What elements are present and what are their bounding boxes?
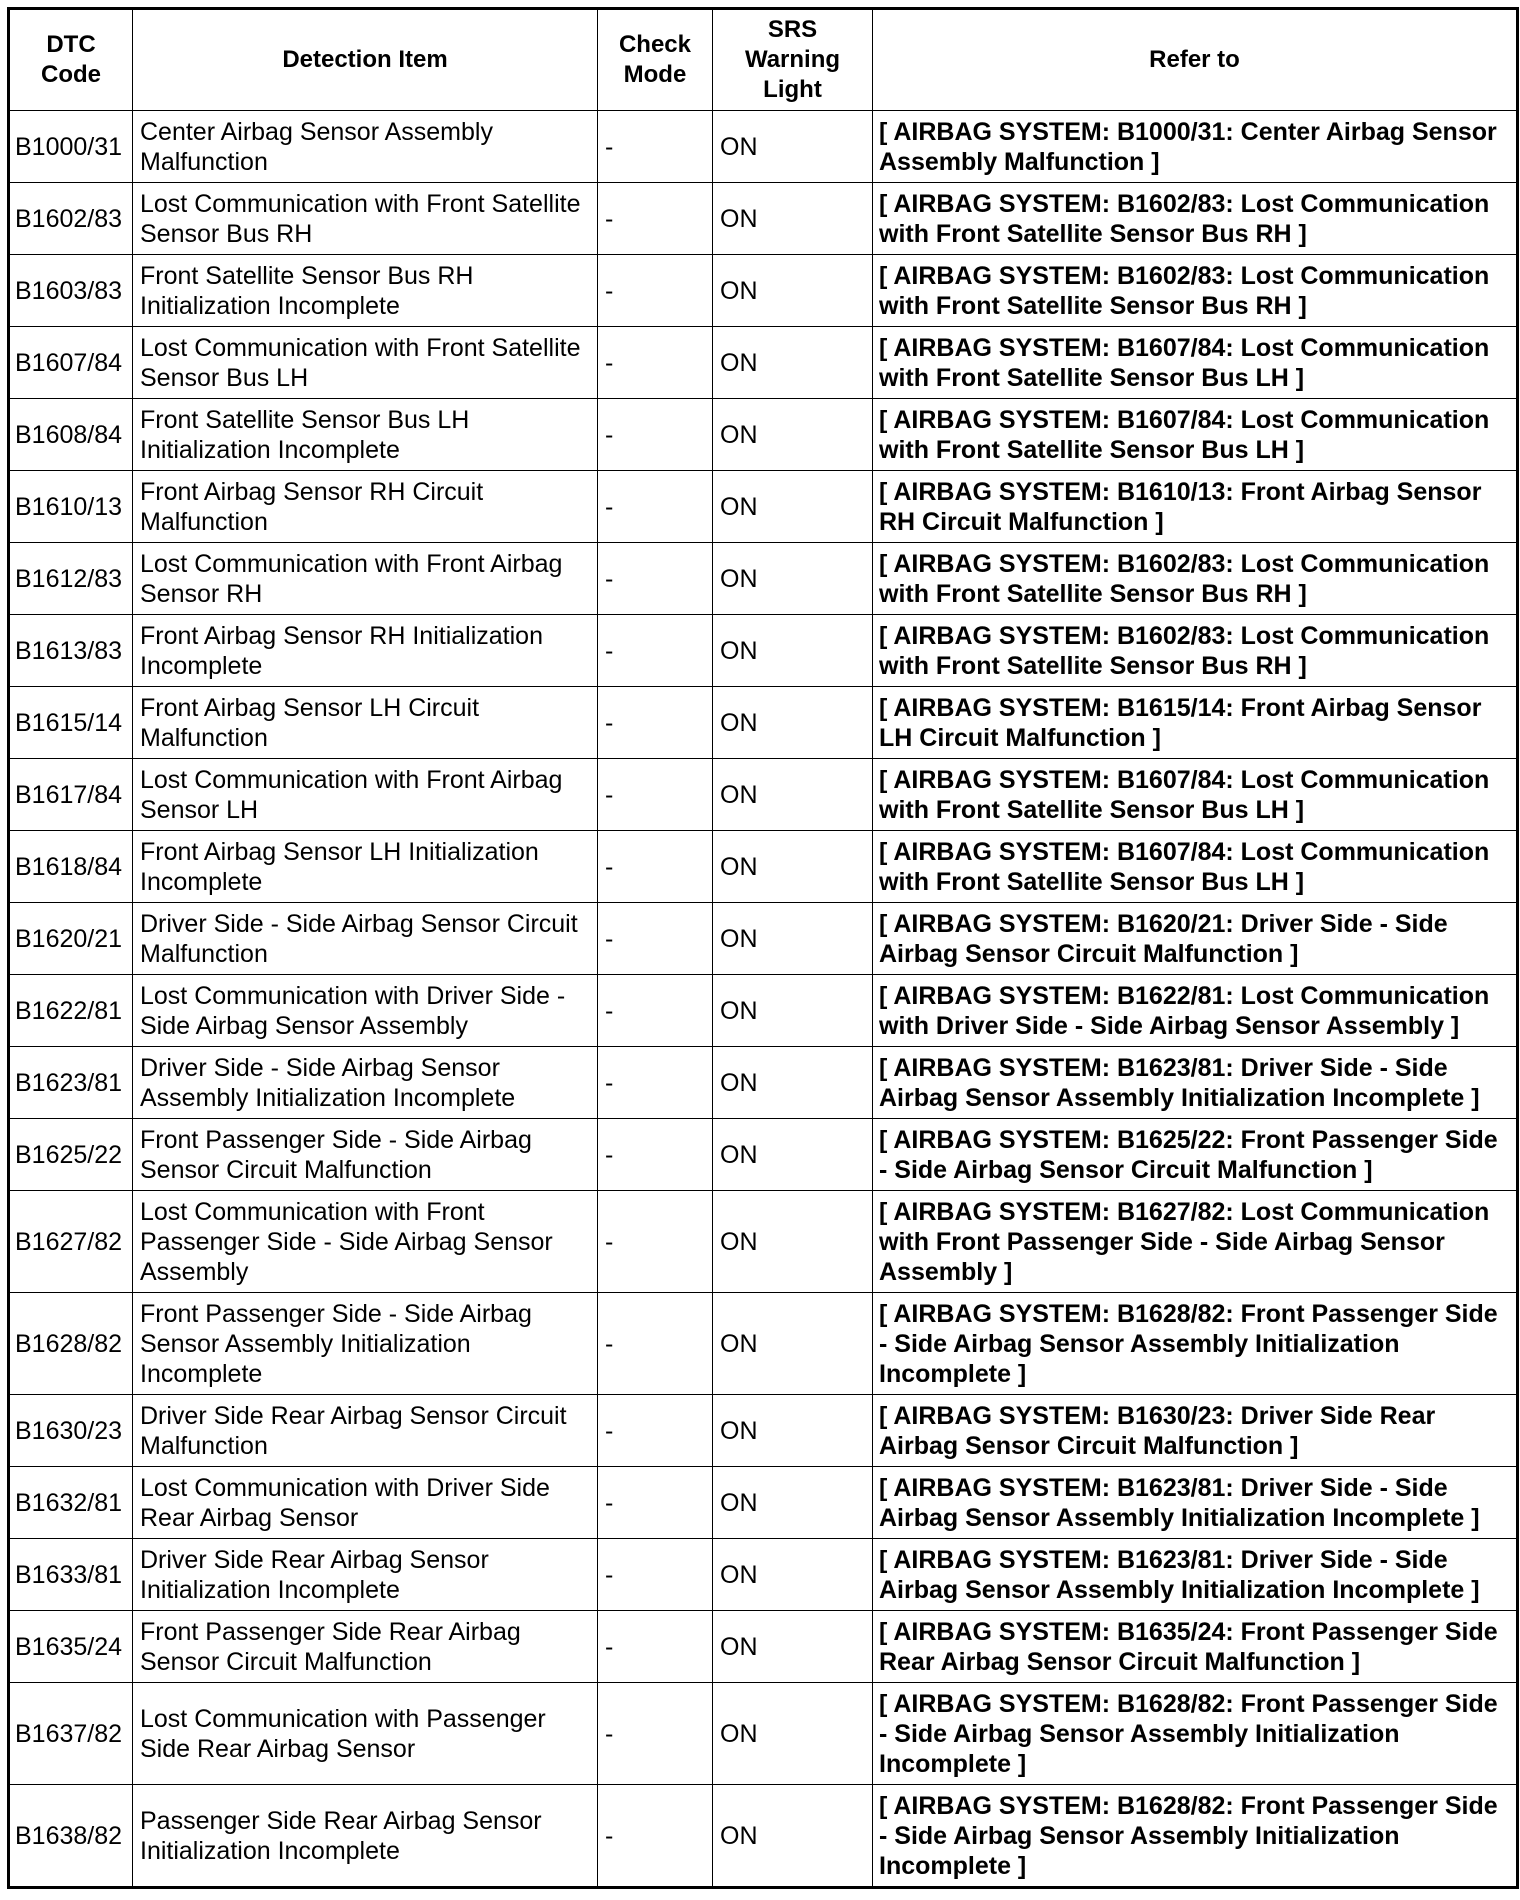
detection-item-cell: Lost Communication with Front Airbag Sensor LH [133, 759, 598, 831]
srs-warning-light-cell: ON [713, 1293, 873, 1395]
dtc-code-cell: B1602/83 [9, 183, 133, 255]
check-mode-cell: - [598, 183, 713, 255]
check-mode-cell: - [598, 1611, 713, 1683]
srs-warning-light-cell: ON [713, 1683, 873, 1785]
check-mode-cell: - [598, 903, 713, 975]
detection-item-cell: Front Passenger Side - Side Airbag Sensor Assembly Initialization Incomplete [133, 1293, 598, 1395]
srs-warning-light-cell: ON [713, 1467, 873, 1539]
srs-warning-light-cell: ON [713, 1611, 873, 1683]
detection-item-cell: Driver Side - Side Airbag Sensor Circuit Malfunction [133, 903, 598, 975]
check-mode-cell: - [598, 1191, 713, 1293]
check-mode-cell: - [598, 615, 713, 687]
refer-to-link[interactable]: [ AIRBAG SYSTEM: B1628/82: Front Passenger Side - Side Airbag Sensor Assembly Initialization Incomplete ] [873, 1293, 1518, 1395]
detection-item-cell: Front Passenger Side - Side Airbag Sensor Circuit Malfunction [133, 1119, 598, 1191]
refer-to-link[interactable]: [ AIRBAG SYSTEM: B1628/82: Front Passenger Side - Side Airbag Sensor Assembly Initialization Incomplete ] [873, 1785, 1518, 1888]
detection-item-cell: Passenger Side Rear Airbag Sensor Initialization Incomplete [133, 1785, 598, 1888]
table-row [9, 1539, 1518, 1611]
detection-item-cell: Front Passenger Side Rear Airbag Sensor Circuit Malfunction [133, 1611, 598, 1683]
check-mode-cell: - [598, 1785, 713, 1888]
detection-item-cell: Driver Side Rear Airbag Sensor Initialization Incomplete [133, 1539, 598, 1611]
refer-to-link[interactable]: [ AIRBAG SYSTEM: B1623/81: Driver Side - Side Airbag Sensor Assembly Initialization Incomplete ] [873, 1467, 1518, 1539]
table-row [9, 687, 1518, 759]
srs-warning-light-cell: ON [713, 543, 873, 615]
table-row [9, 759, 1518, 831]
check-mode-cell: - [598, 327, 713, 399]
dtc-code-cell: B1615/14 [9, 687, 133, 759]
refer-to-link[interactable]: [ AIRBAG SYSTEM: B1602/83: Lost Communication with Front Satellite Sensor Bus RH ] [873, 255, 1518, 327]
detection-item-cell: Lost Communication with Driver Side - Side Airbag Sensor Assembly [133, 975, 598, 1047]
srs-warning-light-cell: ON [713, 255, 873, 327]
dtc-code-cell: B1638/82 [9, 1785, 133, 1888]
detection-item-cell: Front Satellite Sensor Bus LH Initialization Incomplete [133, 399, 598, 471]
dtc-code-cell: B1622/81 [9, 975, 133, 1047]
refer-to-link[interactable]: [ AIRBAG SYSTEM: B1607/84: Lost Communication with Front Satellite Sensor Bus LH ] [873, 399, 1518, 471]
table-row [9, 327, 1518, 399]
detection-item-cell: Front Airbag Sensor LH Initialization Incomplete [133, 831, 598, 903]
srs-warning-light-cell: ON [713, 183, 873, 255]
srs-warning-light-cell: ON [713, 471, 873, 543]
refer-to-link[interactable]: [ AIRBAG SYSTEM: B1623/81: Driver Side - Side Airbag Sensor Assembly Initialization Incomplete ] [873, 1539, 1518, 1611]
srs-warning-light-cell: ON [713, 327, 873, 399]
table-row [9, 1119, 1518, 1191]
dtc-code-cell: B1627/82 [9, 1191, 133, 1293]
refer-to-link[interactable]: [ AIRBAG SYSTEM: B1635/24: Front Passenger Side Rear Airbag Sensor Circuit Malfunction ] [873, 1611, 1518, 1683]
detection-item-cell: Center Airbag Sensor Assembly Malfunction [133, 111, 598, 183]
detection-item-cell: Lost Communication with Front Satellite Sensor Bus RH [133, 183, 598, 255]
dtc-code-cell: B1607/84 [9, 327, 133, 399]
check-mode-cell: - [598, 831, 713, 903]
dtc-code-cell: B1610/13 [9, 471, 133, 543]
table-row [9, 1611, 1518, 1683]
table-row [9, 1683, 1518, 1785]
srs-warning-light-cell: ON [713, 831, 873, 903]
refer-to-link[interactable]: [ AIRBAG SYSTEM: B1602/83: Lost Communication with Front Satellite Sensor Bus RH ] [873, 615, 1518, 687]
table-row [9, 1293, 1518, 1395]
check-mode-cell: - [598, 1395, 713, 1467]
table-row [9, 255, 1518, 327]
table-row [9, 471, 1518, 543]
dtc-code-cell: B1625/22 [9, 1119, 133, 1191]
table-header-row [9, 9, 1518, 111]
table-row [9, 831, 1518, 903]
detection-item-cell: Lost Communication with Front Airbag Sensor RH [133, 543, 598, 615]
refer-to-link[interactable]: [ AIRBAG SYSTEM: B1607/84: Lost Communication with Front Satellite Sensor Bus LH ] [873, 831, 1518, 903]
table-row [9, 1467, 1518, 1539]
refer-to-link[interactable]: [ AIRBAG SYSTEM: B1625/22: Front Passenger Side - Side Airbag Sensor Circuit Malfunction ] [873, 1119, 1518, 1191]
dtc-code-cell: B1618/84 [9, 831, 133, 903]
dtc-code-cell: B1637/82 [9, 1683, 133, 1785]
detection-item-cell: Lost Communication with Driver Side Rear Airbag Sensor [133, 1467, 598, 1539]
table-row [9, 399, 1518, 471]
dtc-code-cell: B1620/21 [9, 903, 133, 975]
detection-item-cell: Lost Communication with Front Satellite Sensor Bus LH [133, 327, 598, 399]
dtc-code-cell: B1603/83 [9, 255, 133, 327]
srs-warning-light-cell: ON [713, 687, 873, 759]
refer-to-link[interactable]: [ AIRBAG SYSTEM: B1610/13: Front Airbag Sensor RH Circuit Malfunction ] [873, 471, 1518, 543]
table-row [9, 1047, 1518, 1119]
check-mode-cell: - [598, 759, 713, 831]
check-mode-cell: - [598, 1047, 713, 1119]
refer-to-link[interactable]: [ AIRBAG SYSTEM: B1607/84: Lost Communication with Front Satellite Sensor Bus LH ] [873, 327, 1518, 399]
detection-item-cell: Driver Side - Side Airbag Sensor Assembly Initialization Incomplete [133, 1047, 598, 1119]
refer-to-link[interactable]: [ AIRBAG SYSTEM: B1630/23: Driver Side Rear Airbag Sensor Circuit Malfunction ] [873, 1395, 1518, 1467]
check-mode-cell: - [598, 1293, 713, 1395]
detection-item-cell: Front Airbag Sensor LH Circuit Malfunction [133, 687, 598, 759]
detection-item-cell: Lost Communication with Front Passenger Side - Side Airbag Sensor Assembly [133, 1191, 598, 1293]
table-row [9, 111, 1518, 183]
refer-to-link[interactable]: [ AIRBAG SYSTEM: B1628/82: Front Passenger Side - Side Airbag Sensor Assembly Initialization Incomplete ] [873, 1683, 1518, 1785]
refer-to-link[interactable]: [ AIRBAG SYSTEM: B1623/81: Driver Side - Side Airbag Sensor Assembly Initialization Incomplete ] [873, 1047, 1518, 1119]
srs-warning-light-cell: ON [713, 903, 873, 975]
srs-warning-light-cell: ON [713, 975, 873, 1047]
dtc-code-cell: B1612/83 [9, 543, 133, 615]
check-mode-cell: - [598, 1467, 713, 1539]
table-row [9, 903, 1518, 975]
detection-item-cell: Front Airbag Sensor RH Circuit Malfunction [133, 471, 598, 543]
check-mode-cell: - [598, 687, 713, 759]
srs-warning-light-cell: ON [713, 759, 873, 831]
check-mode-cell: - [598, 1539, 713, 1611]
table-row [9, 1191, 1518, 1293]
header-refer-to: Refer to [873, 9, 1518, 111]
check-mode-cell: - [598, 399, 713, 471]
header-dtc-code: DTC Code [9, 9, 133, 111]
check-mode-cell: - [598, 255, 713, 327]
table-row [9, 1785, 1518, 1888]
table-row [9, 975, 1518, 1047]
srs-warning-light-cell: ON [713, 1785, 873, 1888]
refer-to-link[interactable]: [ AIRBAG SYSTEM: B1602/83: Lost Communication with Front Satellite Sensor Bus RH ] [873, 543, 1518, 615]
check-mode-cell: - [598, 1119, 713, 1191]
dtc-code-cell: B1617/84 [9, 759, 133, 831]
check-mode-cell: - [598, 471, 713, 543]
srs-warning-light-cell: ON [713, 1539, 873, 1611]
srs-warning-light-cell: ON [713, 399, 873, 471]
detection-item-cell: Front Airbag Sensor RH Initialization Incomplete [133, 615, 598, 687]
detection-item-cell: Lost Communication with Passenger Side Rear Airbag Sensor [133, 1683, 598, 1785]
srs-warning-light-cell: ON [713, 111, 873, 183]
refer-to-link[interactable]: [ AIRBAG SYSTEM: B1602/83: Lost Communication with Front Satellite Sensor Bus RH ] [873, 183, 1518, 255]
check-mode-cell: - [598, 543, 713, 615]
dtc-code-cell: B1630/23 [9, 1395, 133, 1467]
dtc-code-cell: B1632/81 [9, 1467, 133, 1539]
srs-warning-light-cell: ON [713, 615, 873, 687]
srs-warning-light-cell: ON [713, 1191, 873, 1293]
table-row [9, 183, 1518, 255]
dtc-code-cell: B1613/83 [9, 615, 133, 687]
dtc-code-cell: B1608/84 [9, 399, 133, 471]
table-row [9, 1395, 1518, 1467]
dtc-code-cell: B1623/81 [9, 1047, 133, 1119]
header-check-mode: Check Mode [598, 9, 713, 111]
srs-warning-light-cell: ON [713, 1047, 873, 1119]
dtc-code-cell: B1633/81 [9, 1539, 133, 1611]
refer-to-link[interactable]: [ AIRBAG SYSTEM: B1627/82: Lost Communication with Front Passenger Side - Side Airbag Sensor Assembly ] [873, 1191, 1518, 1293]
refer-to-link[interactable]: [ AIRBAG SYSTEM: B1620/21: Driver Side - Side Airbag Sensor Circuit Malfunction ] [873, 903, 1518, 975]
refer-to-link[interactable]: [ AIRBAG SYSTEM: B1622/81: Lost Communication with Driver Side - Side Airbag Sensor Assembly ] [873, 975, 1518, 1047]
table-row [9, 543, 1518, 615]
refer-to-link[interactable]: [ AIRBAG SYSTEM: B1615/14: Front Airbag Sensor LH Circuit Malfunction ] [873, 687, 1518, 759]
header-srs-warning-light: SRS Warning Light [713, 9, 873, 111]
dtc-table-container [7, 7, 1519, 1889]
dtc-code-cell: B1000/31 [9, 111, 133, 183]
check-mode-cell: - [598, 975, 713, 1047]
dtc-table [7, 7, 1519, 1889]
dtc-code-cell: B1635/24 [9, 1611, 133, 1683]
check-mode-cell: - [598, 111, 713, 183]
dtc-code-cell: B1628/82 [9, 1293, 133, 1395]
check-mode-cell: - [598, 1683, 713, 1785]
srs-warning-light-cell: ON [713, 1119, 873, 1191]
detection-item-cell: Driver Side Rear Airbag Sensor Circuit Malfunction [133, 1395, 598, 1467]
refer-to-link[interactable]: [ AIRBAG SYSTEM: B1000/31: Center Airbag Sensor Assembly Malfunction ] [873, 111, 1518, 183]
srs-warning-light-cell: ON [713, 1395, 873, 1467]
table-row [9, 615, 1518, 687]
refer-to-link[interactable]: [ AIRBAG SYSTEM: B1607/84: Lost Communication with Front Satellite Sensor Bus LH ] [873, 759, 1518, 831]
detection-item-cell: Front Satellite Sensor Bus RH Initialization Incomplete [133, 255, 598, 327]
header-detection-item: Detection Item [133, 9, 598, 111]
